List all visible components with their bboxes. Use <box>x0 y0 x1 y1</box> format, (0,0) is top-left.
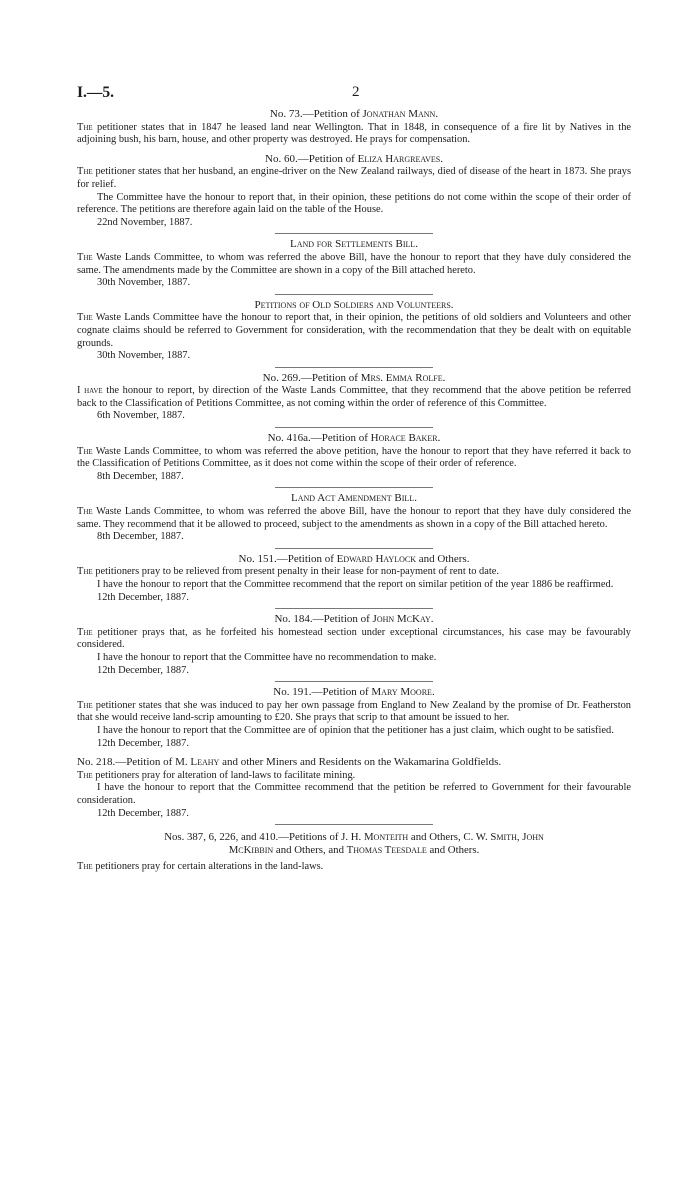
report-sections <box>77 108 631 825</box>
section-paragraph <box>77 252 631 277</box>
section-heading <box>77 153 631 167</box>
section-heading <box>77 372 631 386</box>
section-date: 8th December, 1887. <box>97 531 184 543</box>
heading-suffix: . <box>437 432 441 445</box>
section-divider <box>275 487 433 488</box>
para-text: I have the honour to report that the Committee have no recommendation to make. <box>97 651 437 663</box>
section-heading <box>77 613 631 627</box>
final-heading-mid: and Others, C. W. <box>408 831 491 844</box>
section-date: 12th December, 1887. <box>97 737 189 749</box>
heading-name: M. Leahy <box>175 756 220 769</box>
report-section <box>77 613 631 677</box>
page-identifier: I.—5. <box>77 84 115 101</box>
section-date: 12th December, 1887. <box>97 591 189 603</box>
para-text: The Committee have the honour to report that, in their opinion, these petitions do not come within the scope of their order of reference. The petitions are therefore again laid on the table of the House. <box>77 191 631 216</box>
heading-prefix: No. 191.—Petition of <box>273 686 372 699</box>
heading-prefix: No. 184.—Petition of <box>274 613 373 626</box>
section-paragraph <box>77 566 631 579</box>
para-first-word: The <box>77 860 93 872</box>
final-heading-name-4: Thomas Teesdale <box>346 844 427 857</box>
heading-prefix: No. 151.—Petition of <box>238 552 337 565</box>
heading-prefix: No. 60.—Petition of <box>265 152 358 165</box>
para-first-word: The <box>77 699 93 711</box>
section-divider <box>275 294 433 295</box>
report-section <box>77 153 631 230</box>
heading-prefix: No. 218.—Petition of <box>77 756 176 769</box>
para-text: I have the honour to report that the Committee recommend that the petition be referred to Government for their favourable consideration. <box>77 782 631 806</box>
para-text: petitioner states that she was induced to pay her own passage from England to New Zealand by the promise of Dr. Featherston that she would receive land-scrip amounting to £20. She prays that scrip to that amount be issued to her. <box>77 699 631 724</box>
report-section <box>77 299 631 363</box>
heading-name: Jonathan Mann <box>362 108 436 120</box>
heading-prefix: No. 73.—Petition of <box>269 108 363 120</box>
report-section <box>77 238 631 289</box>
heading-name: Edward Haylock <box>336 552 416 565</box>
heading-name: Mrs. Emma Rolfe <box>360 371 443 384</box>
section-heading <box>77 432 631 446</box>
report-section <box>77 372 631 423</box>
section-paragraph <box>77 770 631 783</box>
final-heading-name-3: McKibbin <box>228 844 274 857</box>
section-divider <box>275 824 433 825</box>
heading-prefix: No. 416a.—Petition of <box>267 432 371 445</box>
para-first-word: The <box>77 769 93 781</box>
heading-suffix: . <box>442 371 446 384</box>
final-heading-name-1: Monteith <box>363 831 409 844</box>
heading-name: Petitions of Old Soldiers and Volunteers <box>254 298 451 311</box>
heading-name: Eliza Hargreaves <box>357 152 441 165</box>
para-first-word: The <box>77 251 93 263</box>
heading-prefix: No. 269.—Petition of <box>262 371 361 384</box>
section-heading <box>77 299 631 313</box>
section-date: 12th December, 1887. <box>97 664 189 676</box>
para-text: the honour to report, by direction of the Waste Lands Committee, that they recommend that the above petition be referred back to the Classification of Petitions Committee, as not coming within the order of reference of this Committee. <box>77 385 631 409</box>
section-heading <box>77 553 631 567</box>
section-date: 8th December, 1887. <box>97 470 184 482</box>
para-first-word: The <box>77 166 93 178</box>
section-divider <box>275 367 433 368</box>
final-section-paragraph <box>77 861 631 874</box>
section-heading <box>77 686 631 700</box>
final-section <box>77 831 631 873</box>
para-text: petitioners pray for alteration of land-laws to facilitate mining. <box>92 769 356 781</box>
section-paragraph <box>77 700 631 725</box>
para-text: petitioner prays that, as he forfeited his homestead section under exceptional circumstances, his case may be favourably considered. <box>77 626 631 651</box>
section-heading <box>77 756 631 770</box>
heading-suffix: and other Miners and Residents on the Wakamarina Goldfields. <box>219 756 502 769</box>
section-heading <box>77 238 631 252</box>
heading-name: Mary Moore <box>371 686 432 699</box>
report-section <box>77 108 631 147</box>
final-section-heading <box>77 831 631 857</box>
heading-suffix: . <box>440 152 443 165</box>
section-divider <box>275 427 433 428</box>
para-first-word: The <box>77 566 93 578</box>
para-first-word: The <box>77 626 93 638</box>
para-first-word: The <box>77 312 93 324</box>
heading-name: Land Act Amendment Bill <box>291 492 415 505</box>
section-paragraph <box>77 725 631 738</box>
para-first-word: The <box>77 445 93 457</box>
para-text: Waste Lands Committee, to whom was referred the above petition, have the honour to report that they have referred it back to the Classification of Petitions Committee, as it does not come within the scope of their order of reference. <box>77 445 631 470</box>
section-paragraph <box>77 446 631 471</box>
heading-name: Land for Settlements Bill <box>289 238 416 251</box>
final-heading-name-2: Smith, John <box>490 831 544 844</box>
heading-suffix: . <box>415 238 419 251</box>
para-text: Waste Lands Committee, to whom was referred the above Bill, have the honour to report that they have duly considered the same. They recommend that it be allowed to proceed, subject to the amendments as shown in a copy of the Bill attached hereto. <box>77 506 631 530</box>
para-text: petitioner states that her husband, an engine-driver on the New Zealand railways, died of disease of the heart in 1873. She prays for relief. <box>77 166 631 190</box>
section-divider <box>275 548 433 549</box>
heading-suffix: . <box>414 492 417 505</box>
section-paragraph <box>77 385 631 410</box>
para-text: I have the honour to report that the Committee are of opinion that the petitioner has a just claim, which ought to be satisfied. <box>97 724 614 736</box>
section-divider <box>275 233 433 234</box>
final-heading-post: and Others. <box>426 844 480 857</box>
heading-suffix: and Others. <box>415 552 470 565</box>
para-text: petitioners pray for certain alterations in the land-laws. <box>92 860 324 872</box>
section-heading <box>77 108 631 122</box>
report-section <box>77 492 631 543</box>
final-heading-pre: Nos. 387, 6, 226, and 410.—Petitions of J. H. <box>164 831 364 844</box>
section-divider <box>275 608 433 609</box>
heading-suffix: . <box>435 108 439 120</box>
para-text: Waste Lands Committee have the honour to report that, in their opinion, the petitions of old soldiers and Volunteers and other cognate claims should be referred to Government for consideration, with the recommendation that they be dealt with on equitable grounds. <box>77 312 631 349</box>
para-text: I have the honour to report that the Committee recommend that the report on similar petition of the year 1886 be reaffirmed. <box>97 579 614 590</box>
section-heading <box>77 492 631 506</box>
section-date: 6th November, 1887. <box>97 410 185 422</box>
section-paragraph <box>77 166 631 191</box>
report-section <box>77 756 631 820</box>
heading-name: Horace Baker <box>370 432 438 445</box>
final-heading-mid-2: and Others, and <box>273 844 347 857</box>
section-date: 30th November, 1887. <box>97 350 191 362</box>
heading-suffix: . <box>450 298 454 311</box>
para-text: Waste Lands Committee, to whom was referred the above Bill, have the honour to report that they have duly considered the same. The amendments made by the Committee are shown in a copy of the Bill attached hereto. <box>77 251 631 276</box>
section-date: 12th December, 1887. <box>97 807 189 819</box>
section-paragraph <box>77 312 631 350</box>
section-date: 22nd November, 1887. <box>97 216 193 228</box>
section-paragraph <box>77 192 631 217</box>
section-paragraph <box>77 122 631 147</box>
report-section <box>77 686 631 750</box>
para-text: petitioner states that in 1847 he leased land near Wellington. That in 1848, in consequence of a fire lit by Natives in the adjoining bush, his barn, house, and other property was destroyed. He prays for compensation. <box>77 121 631 146</box>
para-first-word: The <box>77 506 93 518</box>
section-date: 30th November, 1887. <box>97 277 191 289</box>
heading-name: John McKay <box>372 613 431 626</box>
para-first-word: The <box>77 121 93 133</box>
section-paragraph <box>77 627 631 652</box>
para-text: petitioners pray to be relieved from present penalty in their lease for non-payment of rent to date. <box>92 566 499 578</box>
heading-suffix: . <box>431 686 435 699</box>
section-paragraph <box>77 652 631 665</box>
report-section <box>77 432 631 483</box>
page-number: 2 <box>352 84 360 100</box>
heading-suffix: . <box>430 613 434 626</box>
para-first-word: I have <box>77 385 103 397</box>
section-paragraph <box>77 782 631 807</box>
page-header <box>77 84 631 108</box>
report-section <box>77 553 631 604</box>
section-paragraph <box>77 579 631 592</box>
section-divider <box>275 681 433 682</box>
section-paragraph <box>77 506 631 531</box>
